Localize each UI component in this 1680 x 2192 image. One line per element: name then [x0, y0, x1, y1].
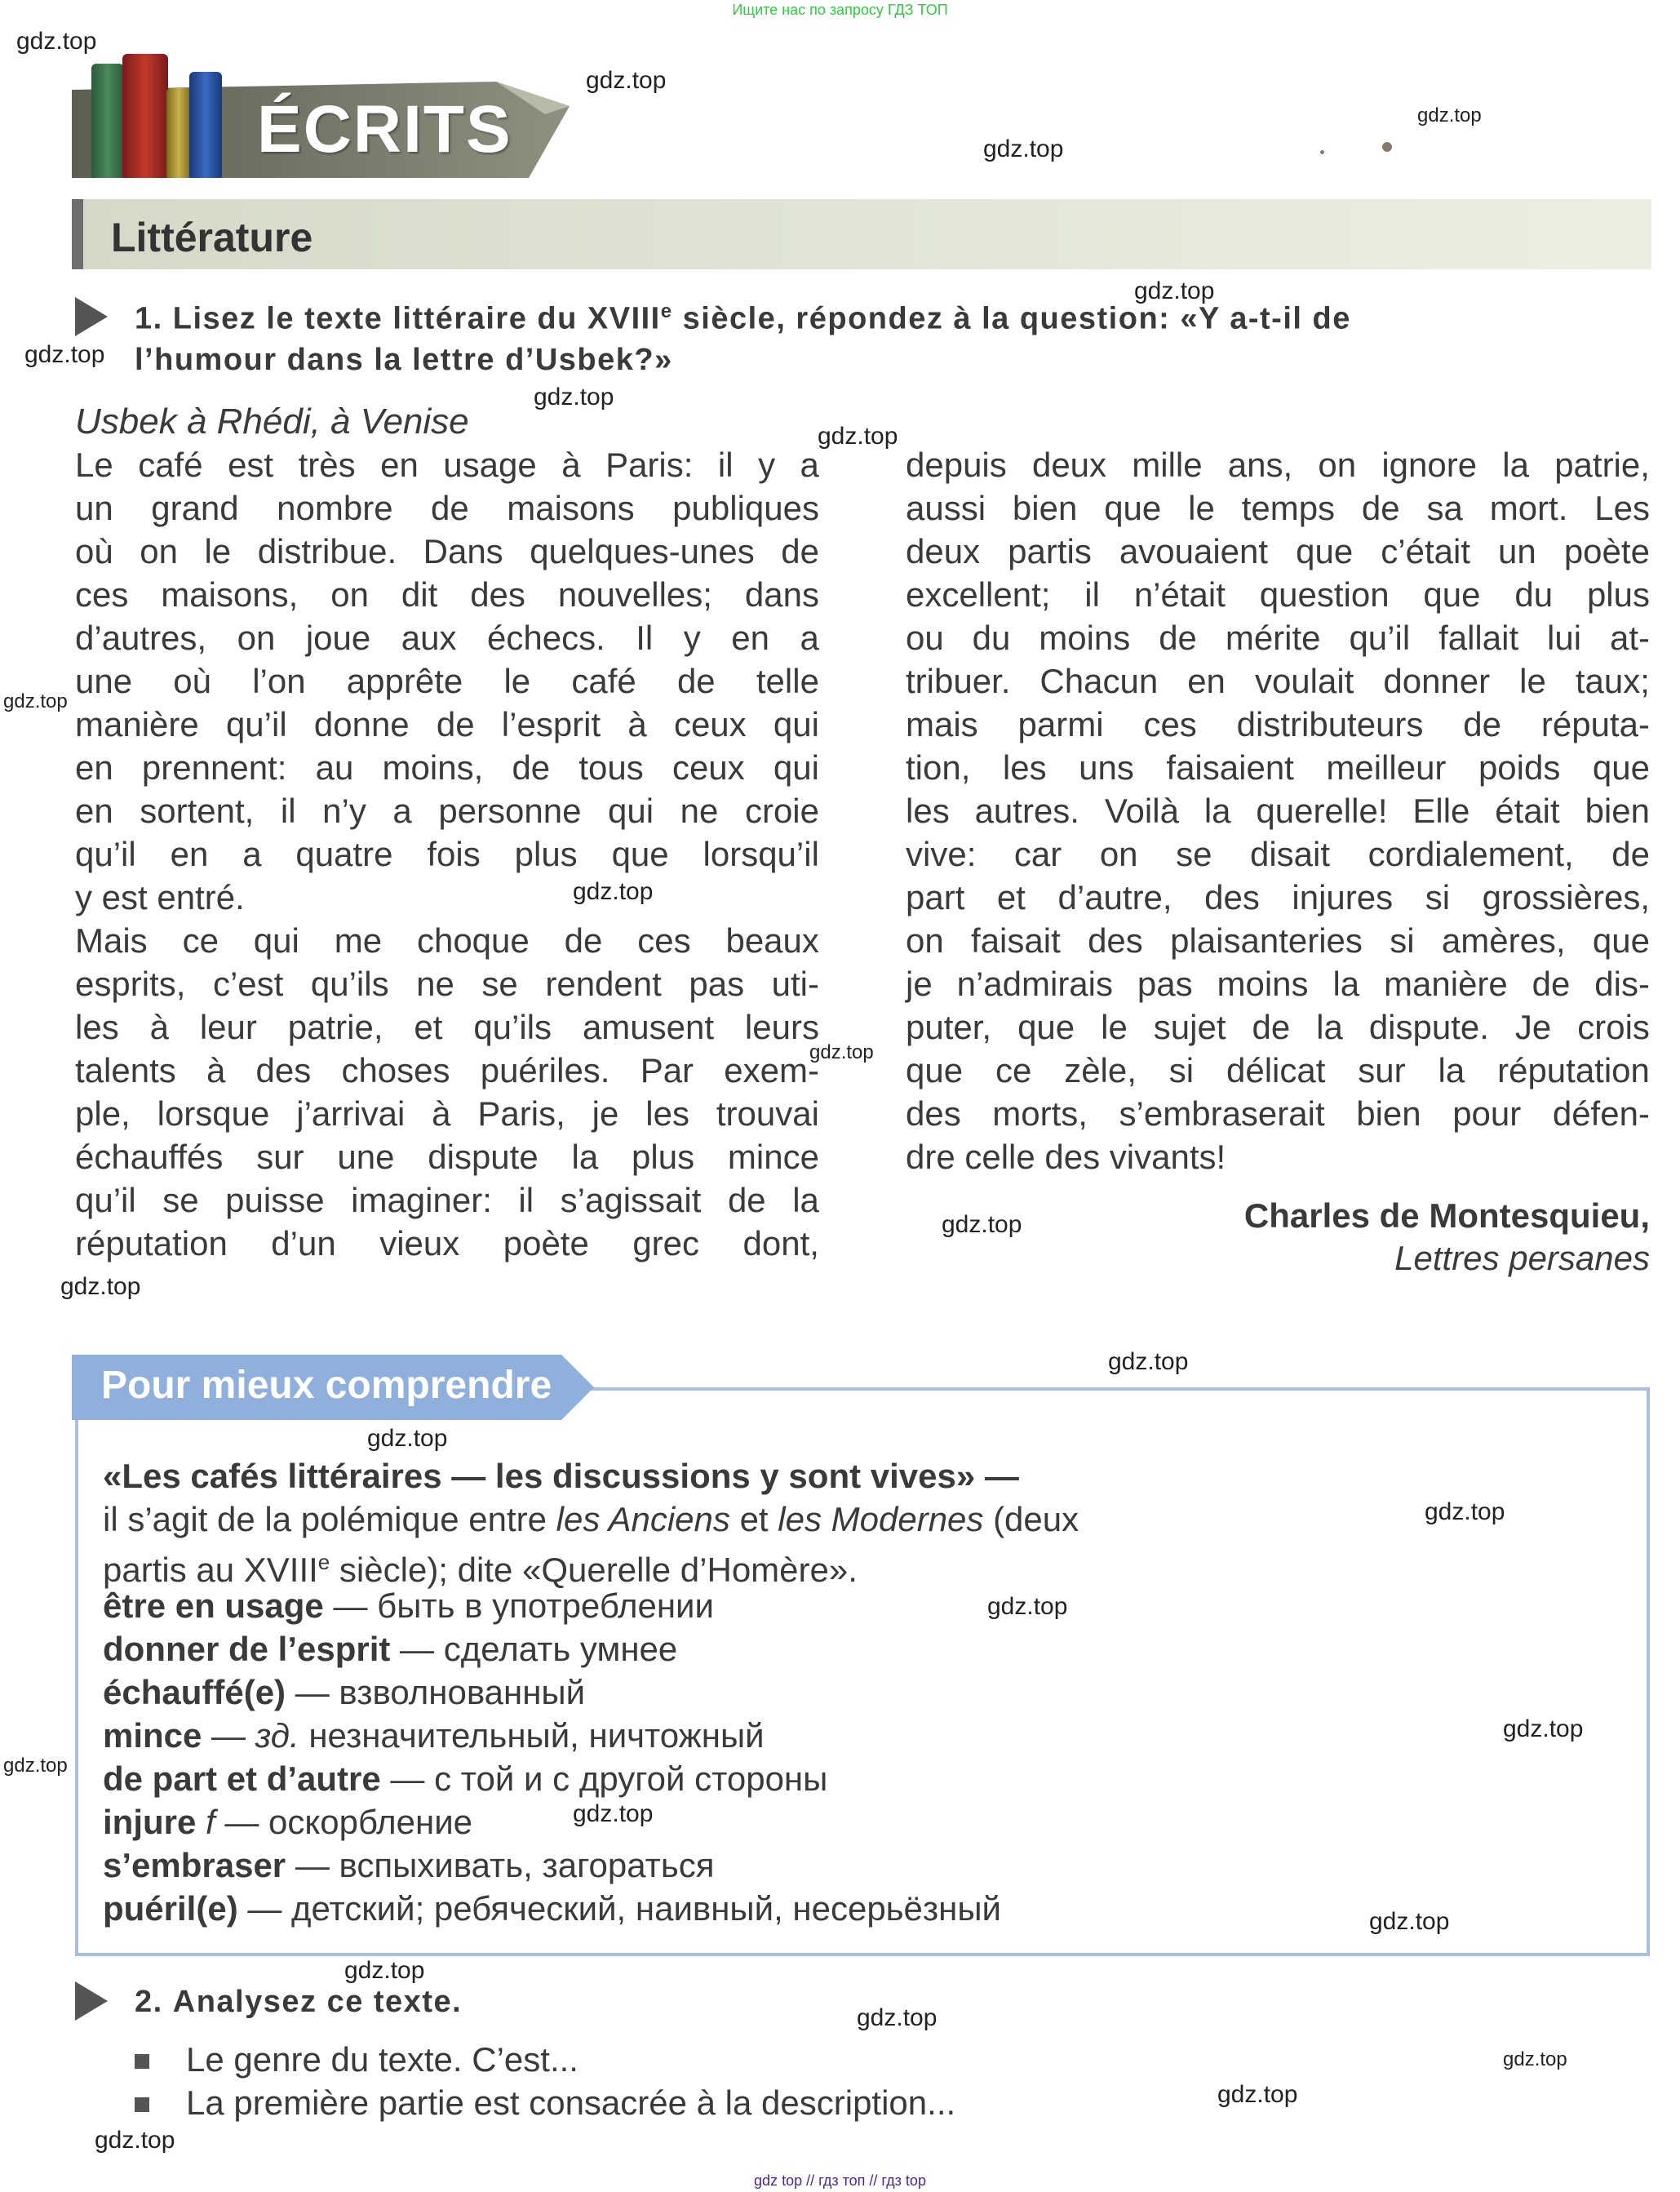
watermark: gdz.top	[1425, 1498, 1505, 1525]
letter-line: manière qu’il donne de l’esprit à ceux qui	[75, 705, 819, 743]
letter-line: échauffés sur une dispute la plus mince	[75, 1138, 819, 1176]
glossary-separator: —	[215, 1803, 269, 1841]
letter-left-column	[75, 443, 819, 1265]
letter-line: tribuer. Chacun en voulait donner le taux;	[906, 662, 1650, 700]
book-icon	[91, 64, 124, 178]
watermark: gdz.top	[586, 67, 667, 94]
author-name: Charles de Montesquieu,	[1243, 1196, 1650, 1235]
watermark: gdz.top	[1503, 2048, 1567, 2070]
letter-line: que ce zèle, si délicat sur la réputation	[906, 1051, 1650, 1089]
glossary-intro-term: «Les cafés littéraires — les discussions y sont vives» —	[103, 1457, 1019, 1495]
letter-line: on faisait des plaisanteries si amères, que	[906, 921, 1650, 960]
glossary-definition: с той и с другой стороны	[434, 1759, 828, 1798]
glossary-definition: детский; ребяческий, наивный, несерьёзный	[291, 1889, 1002, 1928]
glossary-definition: взволнованный	[339, 1673, 586, 1711]
letter-line: ou du moins de mérite qu’il fallait lui at-	[906, 619, 1650, 657]
glossary-term: de part et d’autre	[103, 1759, 381, 1798]
letter-line: esprits, c’est qu’ils ne se rendent pas uti-	[75, 965, 819, 1003]
speck	[1382, 142, 1392, 152]
letter-line: aussi bien que le temps de sa mort. Les	[906, 489, 1650, 527]
glossary-definition: сделать умнее	[443, 1630, 678, 1668]
watermark: gdz.top	[534, 384, 614, 410]
watermark: gdz.top	[809, 1041, 874, 1063]
glossary-entry	[103, 1757, 827, 1800]
watermark: gdz.top	[1417, 104, 1482, 126]
letter-line: qu’il en a quatre fois plus que lorsqu’il	[75, 835, 819, 873]
glossary-term: échauffé(e)	[103, 1673, 286, 1711]
watermark: gdz.top	[60, 1273, 141, 1300]
watermark: gdz.top	[818, 423, 898, 450]
letter-line: mais parmi ces distributeurs de réputa-	[906, 705, 1650, 743]
letter-line: des morts, s’embraserait bien pour défen-	[906, 1094, 1650, 1133]
book-icon	[122, 54, 168, 178]
watermark: gdz.top	[573, 878, 654, 905]
letter-line: talents à des choses puériles. Par exem-	[75, 1051, 819, 1089]
letter-line: où on le distribue. Dans quelques-unes de	[75, 532, 819, 570]
glossary-term: être en usage	[103, 1586, 324, 1625]
question1-line2: l’humour dans la lettre d’Usbek?»	[135, 343, 673, 377]
watermark: gdz.top	[16, 28, 97, 55]
watermark: gdz.top	[987, 1593, 1068, 1620]
glossary-term: mince	[103, 1716, 202, 1755]
glossary-entry	[103, 1844, 715, 1887]
watermark: gdz.top	[3, 690, 68, 712]
letter-line: je n’admirais pas moins la manière de dis-	[906, 965, 1650, 1003]
watermark: gdz.top	[1503, 1715, 1584, 1742]
glossary-entry	[103, 1800, 472, 1844]
section-title: Littérature	[111, 215, 313, 260]
banner-title: ÉCRITS	[257, 92, 512, 166]
footer-watermark: gdz top // гдз топ // гдз top	[754, 2172, 926, 2189]
watermark: gdz.top	[344, 1957, 425, 1984]
glossary-separator: —	[323, 1586, 378, 1625]
glossary-entry	[103, 1714, 765, 1757]
question2-bullet: Le genre du texte. C’est...	[186, 2040, 578, 2079]
glossary-entry	[103, 1627, 677, 1671]
glossary-definition: оскорбление	[268, 1803, 473, 1841]
letter-line: qu’il se puisse imaginer: il s’agissait de la	[75, 1181, 819, 1219]
watermark: gdz.top	[1108, 1348, 1189, 1375]
watermark: gdz.top	[1369, 1908, 1450, 1935]
question2-title: 2. Analysez ce texte.	[135, 1985, 463, 2019]
letter-line: un grand nombre de maisons publiques	[75, 489, 819, 527]
glossary-separator: —	[390, 1630, 444, 1668]
glossary-title: Pour mieux comprendre	[101, 1364, 552, 1407]
glossary-term: s’embraser	[103, 1846, 286, 1884]
watermark: gdz.top	[1134, 277, 1215, 304]
letter-subtitle: Usbek à Rhédi, à Venise	[75, 402, 469, 442]
watermark: gdz.top	[24, 341, 105, 368]
letter-line: dre celle des vivants!	[906, 1138, 1226, 1176]
glossary-note: зд.	[255, 1716, 299, 1755]
glossary-note: f	[206, 1803, 215, 1841]
watermark: gdz.top	[367, 1425, 448, 1452]
search-hint: Ищите нас по запросу ГДЗ ТОП	[732, 2, 948, 18]
letter-line: Le café est très en usage à Paris: il y a	[75, 446, 819, 484]
letter-line: tion, les uns faisaient meilleur poids que	[906, 748, 1650, 787]
triangle-bullet-icon	[75, 1981, 108, 2021]
square-bullet-icon	[135, 2097, 149, 2112]
question2-bullet: La première partie est consacrée à la description...	[186, 2083, 956, 2122]
watermark: gdz.top	[983, 135, 1064, 162]
letter-line: en prennent: au moins, de tous ceux qui	[75, 748, 819, 787]
letter-line: en sortent, il n’y a personne qui ne croie	[75, 792, 819, 830]
watermark: gdz.top	[942, 1211, 1022, 1238]
letter-line: vive: car on se disait cordialement, de	[906, 835, 1650, 873]
book-icon	[189, 72, 222, 178]
glossary-intro-line3: partis au XVIIIe siècle); dite «Querelle d’Homère».	[103, 1550, 858, 1589]
glossary-entry	[103, 1887, 1001, 1930]
glossary-separator: —	[202, 1716, 255, 1755]
letter-line: excellent; il n’était question que du plus	[906, 575, 1650, 614]
watermark: gdz.top	[95, 2127, 175, 2154]
glossary-definition: вспыхивать, загораться	[339, 1846, 715, 1884]
watermark: gdz.top	[857, 2004, 938, 2031]
letter-line: réputation d’un vieux poète grec dont,	[75, 1224, 819, 1262]
glossary-definition: незначительный, ничтожный	[299, 1716, 765, 1755]
glossary-separator: —	[286, 1846, 339, 1884]
glossary-separator: —	[286, 1673, 339, 1711]
glossary-entry	[103, 1584, 714, 1627]
letter-line: ple, lorsque j’arrivai à Paris, je les trouvai	[75, 1094, 819, 1133]
glossary-entry	[103, 1671, 585, 1714]
letter-line: depuis deux mille ans, on ignore la patrie,	[906, 446, 1650, 484]
letter-line: ces maisons, on dit des nouvelles; dans	[75, 575, 819, 614]
glossary-term: injure	[103, 1803, 197, 1841]
watermark: gdz.top	[3, 1755, 68, 1777]
glossary-definition: быть в употреблении	[377, 1586, 714, 1625]
letter-line: une où l’on apprête le café de telle	[75, 662, 819, 700]
triangle-bullet-icon	[75, 297, 108, 336]
watermark: gdz.top	[1217, 2081, 1298, 2108]
letter-line: Mais ce qui me choque de ces beaux	[75, 921, 819, 960]
square-bullet-icon	[135, 2054, 149, 2069]
glossary-term: donner de l’esprit	[103, 1630, 391, 1668]
question1-line1: 1. Lisez le texte littéraire du XVIIIe siècle, répondez à la question: «Y a-t-il de	[135, 300, 1351, 336]
glossary-term: puéril(e)	[103, 1889, 238, 1928]
letter-line: deux partis avouaient que c’était un poète	[906, 532, 1650, 570]
glossary-separator: —	[380, 1759, 435, 1798]
letter-line: y est entré.	[75, 878, 245, 916]
watermark: gdz.top	[573, 1800, 654, 1827]
author-work: Lettres persanes	[1394, 1239, 1650, 1277]
letter-line: part et d’autre, des injures si grossières,	[906, 878, 1650, 916]
letter-line: puter, que le sujet de la dispute. Je crois	[906, 1008, 1650, 1046]
book-icon	[166, 88, 191, 178]
letter-line: d’autres, on joue aux échecs. Il y en a	[75, 619, 819, 657]
letter-line: les à leur patrie, et qu’ils amusent leurs	[75, 1008, 819, 1046]
letter-right-column	[906, 443, 1650, 1178]
glossary-intro-line2: il s’agit de la polémique entre les Anciens et les Modernes (deux	[103, 1500, 1079, 1538]
glossary-separator: —	[237, 1889, 292, 1928]
speck	[1320, 150, 1324, 154]
letter-line: les autres. Voilà la querelle! Elle était bien	[906, 792, 1650, 830]
